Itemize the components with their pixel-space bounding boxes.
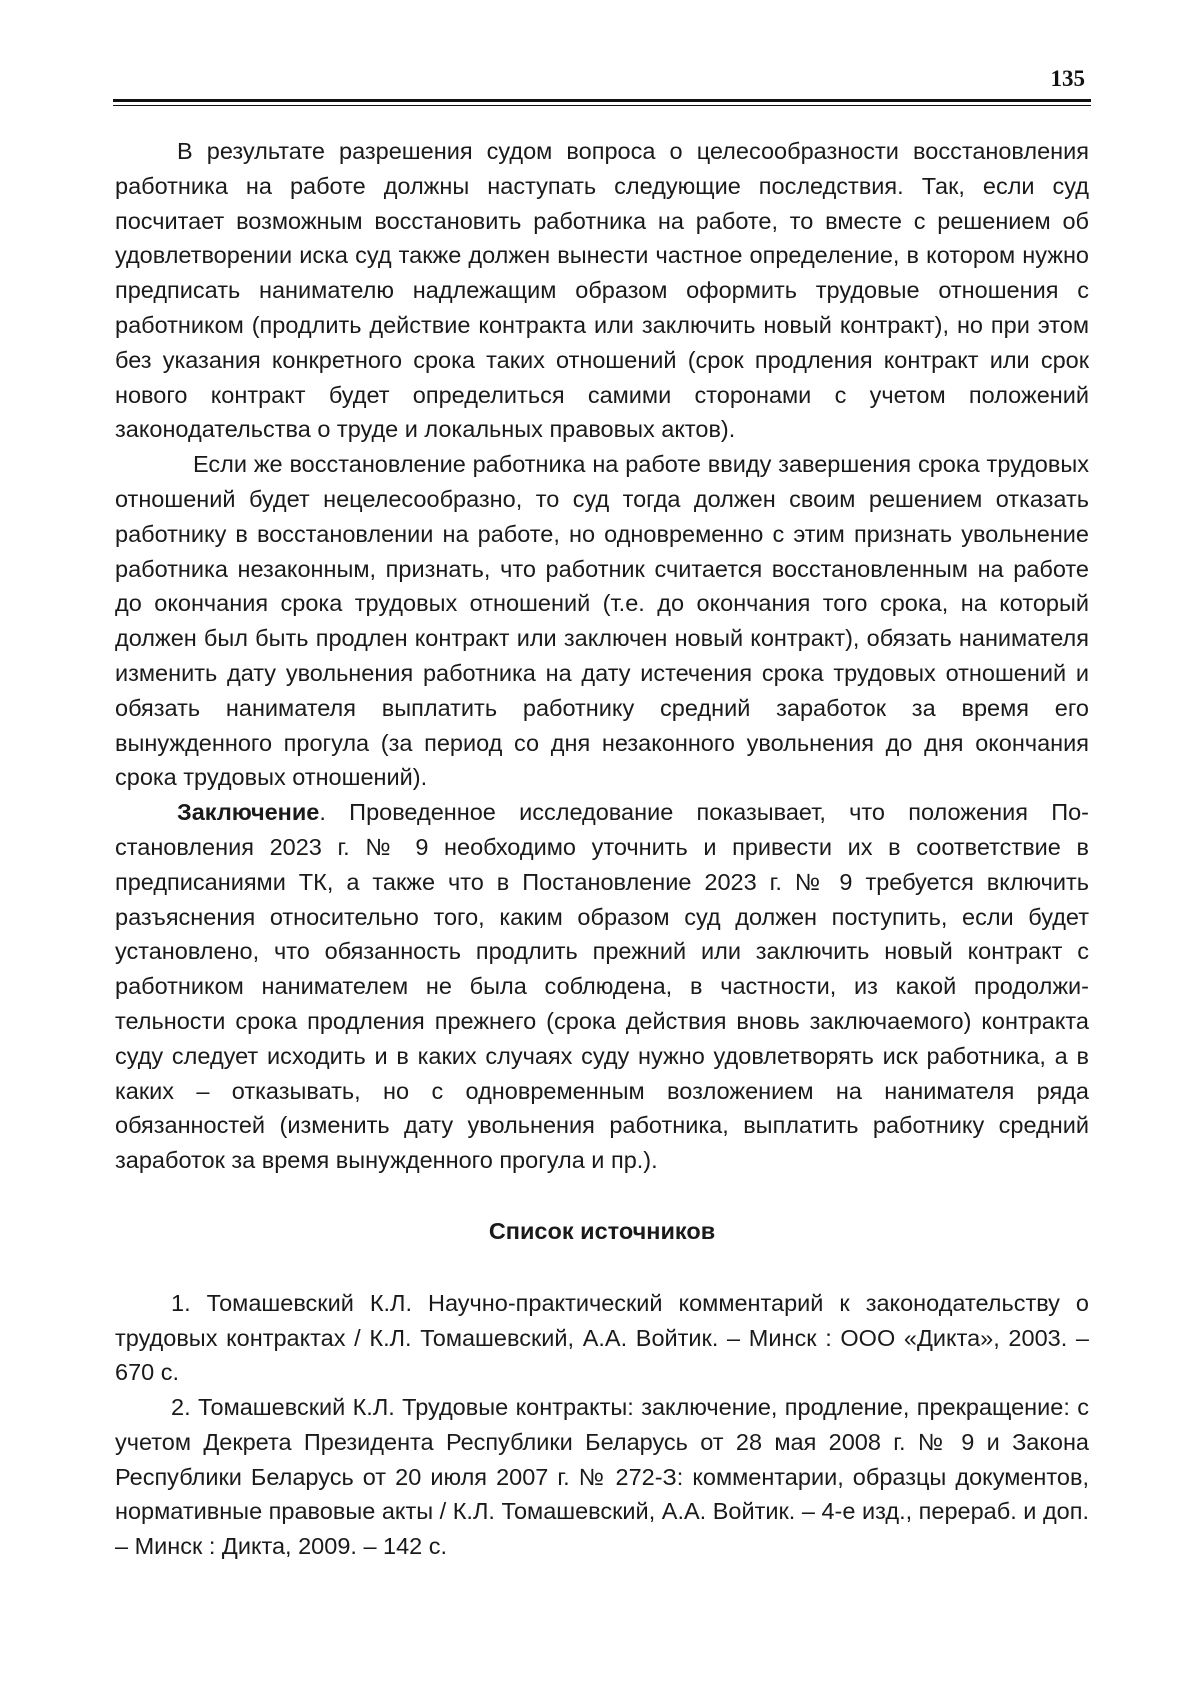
reference-item-1: 1. Томашевский К.Л. Научно-практический комментарий к законодательству о трудовых контрактах / К.Л. Томашевский, А.А. Войтик. – Минск : ООО «Дикта», 2003. – 670 с. [115, 1289, 1089, 1386]
page-content [115, 134, 1089, 1564]
body-paragraph-2: Если же восстановление работника на работе ввиду завершения срока трудовых отношений будет нецелесообразно, то суд тогда должен своим решением отказать работнику в восстановлении на работе, но одновременно с этим признать увольнение работника незаконным, признать, что работник считается восстановленным на работе до окончания срока трудовых отношений (т.е. до окончания того срока, на который должен был быть продлен контракт или заключен новый контракт), обязать нанимателя изменить дату увольнения работника на дату истечения срока трудовых отношений и обязать нанимателя выплатить работнику средний заработок за время его вынужденного прогула (за период со дня незаконного увольнения до дня окончания срока трудовых отношений). [115, 451, 1089, 791]
page-number: 135 [1050, 66, 1085, 91]
header-rule [113, 99, 1091, 106]
body-paragraph-1: В результате разрешения судом вопроса о целесообразности восстановления работника на работе должны наступать следующие последствия. Так, если суд посчитает возможным восстановить работника на работе, то вместе с решением об удовлетворении иска суд также должен вынести частное определение, в котором нужно предписать нанимателю надлежащим образом оформить трудовые отношения с работником (продлить действие контракта или заключить новый контракт), но при этом без указания конкретного срока таких отношений (срок продления контракт или срок нового контракт будет определиться самими сторонами с учетом положений законодательства о труде и локальных правовых актов). [115, 138, 1089, 443]
reference-item-2: 2. Томашевский К.Л. Трудовые контракты: заключение, продление, прекращение: с учетом Декрета Президента Республики Беларусь от 28 мая 2008 г. № 9 и Закона Республики Беларусь от 20 июля 2007 г. № 272-З: комментарии, образцы документов, нормативные правовые акты / К.Л. Томашевский, А.А. Войтик. – 4-е изд., перераб. и доп. – Минск : Дикта, 2009. – 142 с. [115, 1394, 1089, 1560]
conclusion-text: . Проведенное исследование показывает, что положения Постановления 2023 г. № 9 необходимо уточнить и привести их в соответствие в предписаниями ТК, а также что в Постановление 2023 г. № 9 требуется включить разъяснения относительно того, каким образом суд должен поступить, если будет установлено, что обязанность продлить прежний или заключить новый контракт с работником нанимателем не была соблюдена, в частности, из какой продолжительности срока продления прежнего (срока действия вновь заключаемого) контракта суду следует исходить и в каких случаях суду нужно удовлетворять иск работника, а в каких – отказывать, но с одновременным возложением на нанимателя ряда обязанностей (изменить дату увольнения работника, выплатить работнику средний заработок за время вынужденного прогула и пр.). [115, 799, 1089, 1174]
conclusion-label: Заключение [177, 799, 320, 826]
references-title: Список источников [488, 1217, 716, 1244]
conclusion-paragraph [115, 795, 1089, 1178]
